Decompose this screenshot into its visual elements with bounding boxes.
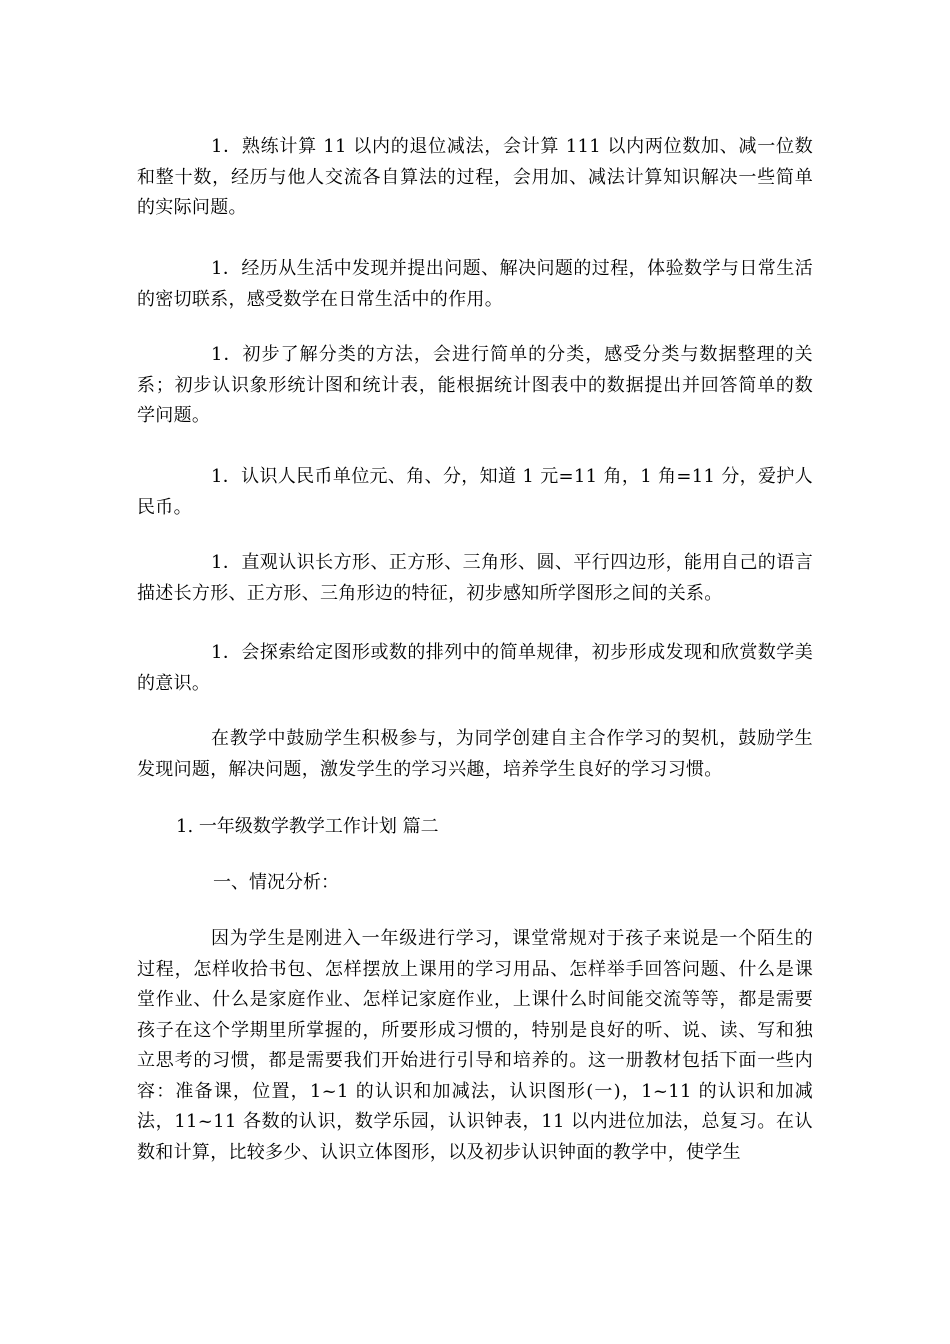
teaching-approach-paragraph: 在教学中鼓励学生积极参与，为同学创建自主合作学习的契机，鼓励学生发现问题，解决问题，激发学生的学习兴趣，培养学生良好的学习习惯。 — [137, 728, 813, 780]
objective-paragraph-3: 1．初步了解分类的方法，会进行简单的分类，感受分类与数据整理的关系；初步认识象形统计图和统计表，能根据统计图表中的数据提出并回答简单的数学问题。 — [137, 344, 813, 426]
objective-paragraph-4: 1．认识人民币单位元、角、分，知道 1 元=11 角，1 角=11 分，爱护人民币。 — [137, 466, 813, 518]
situation-analysis-paragraph: 因为学生是刚进入一年级进行学习，课堂常规对于孩子来说是一个陌生的过程，怎样收拾书包、怎样摆放上课用的学习用品、怎样举手回答问题、什么是课堂作业、什么是家庭作业、怎样记家庭作业，上课什么时间能交流等等，都是需要孩子在这个学期里所掌握的，所要形成习惯的，特别是良好的听、说、读、写和独立思考的习惯，都是需要我们开始进行引导和培养的。这一册教材包括下面一些内容：准备课，位置，1~1 的认识和加减法，认识图形(一)，1~11 的认识和加减法，11~11 各数的认识，数学乐园，认识钟表，11 以内进位加法，总复习。在认数和计算，比较多少、认识立体图形，以及初步认识钟面的教学中，使学生 — [137, 928, 813, 1163]
objective-paragraph-1: 1．熟练计算 11 以内的退位减法，会计算 111 以内两位数加、减一位数和整十数，经历与他人交流各自算法的过程，会用加、减法计算知识解决一些简单的实际问题。 — [137, 136, 813, 218]
objective-paragraph-2: 1．经历从生活中发现并提出问题、解决问题的过程，体验数学与日常生活的密切联系，感受数学在日常生活中的作用。 — [137, 258, 813, 310]
objective-paragraph-5: 1．直观认识长方形、正方形、三角形、圆、平行四边形，能用自己的语言描述长方形、正方形、三角形边的特征，初步感知所学图形之间的关系。 — [137, 552, 813, 604]
subsection-title: 一、情况分析： — [213, 872, 339, 893]
section-title: 1. 一年级数学教学工作计划 篇二 — [176, 816, 439, 837]
objective-paragraph-6: 1．会探索给定图形或数的排列中的简单规律，初步形成发现和欣赏数学美的意识。 — [137, 642, 813, 694]
